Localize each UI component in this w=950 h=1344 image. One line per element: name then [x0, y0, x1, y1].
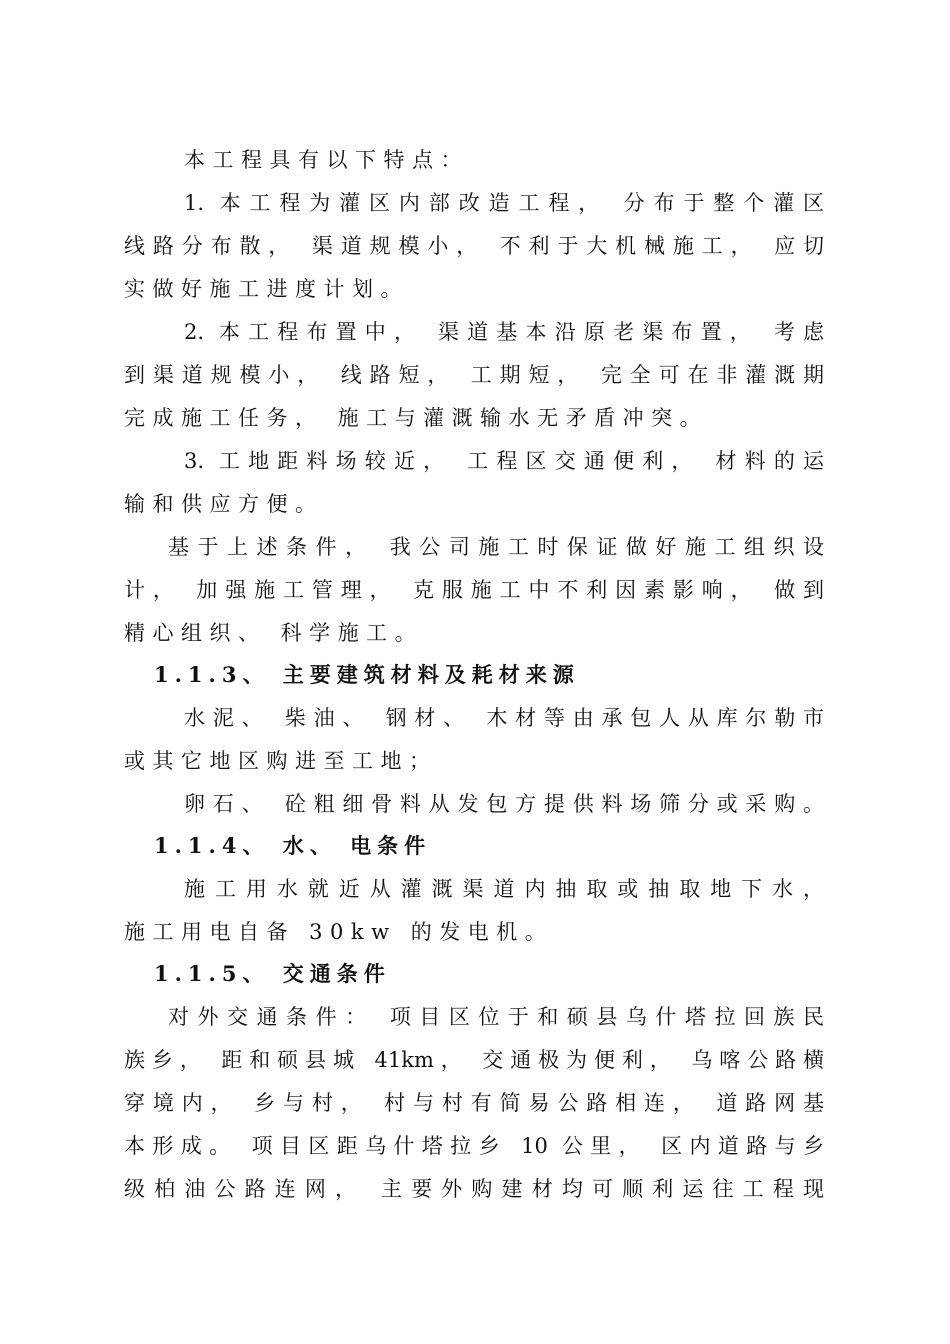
- text-line: 实做好施工进度计划。: [124, 277, 409, 301]
- text-line: 线路分布散， 渠道规模小， 不利于大机械施工， 应切: [124, 234, 824, 258]
- text-line: 2. 本工程布置中， 渠道基本沿原老渠布置， 考虑: [184, 320, 824, 344]
- text-line: 施工用水就近从灌溉渠道内抽取或抽取地下水，: [184, 877, 824, 901]
- text-line: 计， 加强施工管理， 克服施工中不利因素影响， 做到: [124, 578, 824, 602]
- section-heading: 1.1.5、 交通条件: [154, 961, 391, 986]
- text-line: 精心组织、 科学施工。: [124, 621, 424, 645]
- text-line: 施工用电自备 30kw 的发电机。: [124, 920, 554, 944]
- text-line: 本工程具有以下特点：: [184, 148, 469, 172]
- section-heading: 1.1.4、 水、 电条件: [154, 833, 432, 858]
- text-line: 穿境内， 乡与村， 村与村有简易公路相连， 道路网基: [124, 1091, 824, 1115]
- text-line: 1. 本工程为灌区内部改造工程， 分布于整个灌区: [184, 191, 824, 215]
- text-line: 3. 工地距料场较近， 工程区交通便利， 材料的运: [184, 449, 824, 473]
- text-line: 或其它地区购进至工地；: [124, 749, 438, 773]
- text-line: 族乡， 距和硕县城 41km， 交通极为便利， 乌喀公路横: [124, 1048, 824, 1072]
- text-line: 水泥、 柴油、 钢材、 木材等由承包人从库尔勒市: [184, 706, 824, 730]
- text-line: 完成施工任务， 施工与灌溉输水无矛盾冲突。: [124, 406, 709, 430]
- text-line: 基于上述条件， 我公司施工时保证做好施工组织设: [168, 535, 824, 559]
- text-line: 输和供应方便。: [124, 492, 324, 516]
- section-heading: 1.1.3、 主要建筑材料及耗材来源: [154, 662, 580, 687]
- text-line: 本形成。 项目区距乌什塔拉乡 10 公里， 区内道路与乡: [124, 1134, 824, 1158]
- text-line: 到渠道规模小， 线路短， 工期短， 完全可在非灌溉期: [124, 363, 824, 387]
- text-line: 对外交通条件： 项目区位于和硕县乌什塔拉回族民: [168, 1005, 824, 1029]
- text-line: 卵石、 砼粗细骨料从发包方提供料场筛分或采购。: [184, 792, 824, 816]
- text-line: 级柏油公路连网， 主要外购建材均可顺利运往工程现: [124, 1177, 824, 1201]
